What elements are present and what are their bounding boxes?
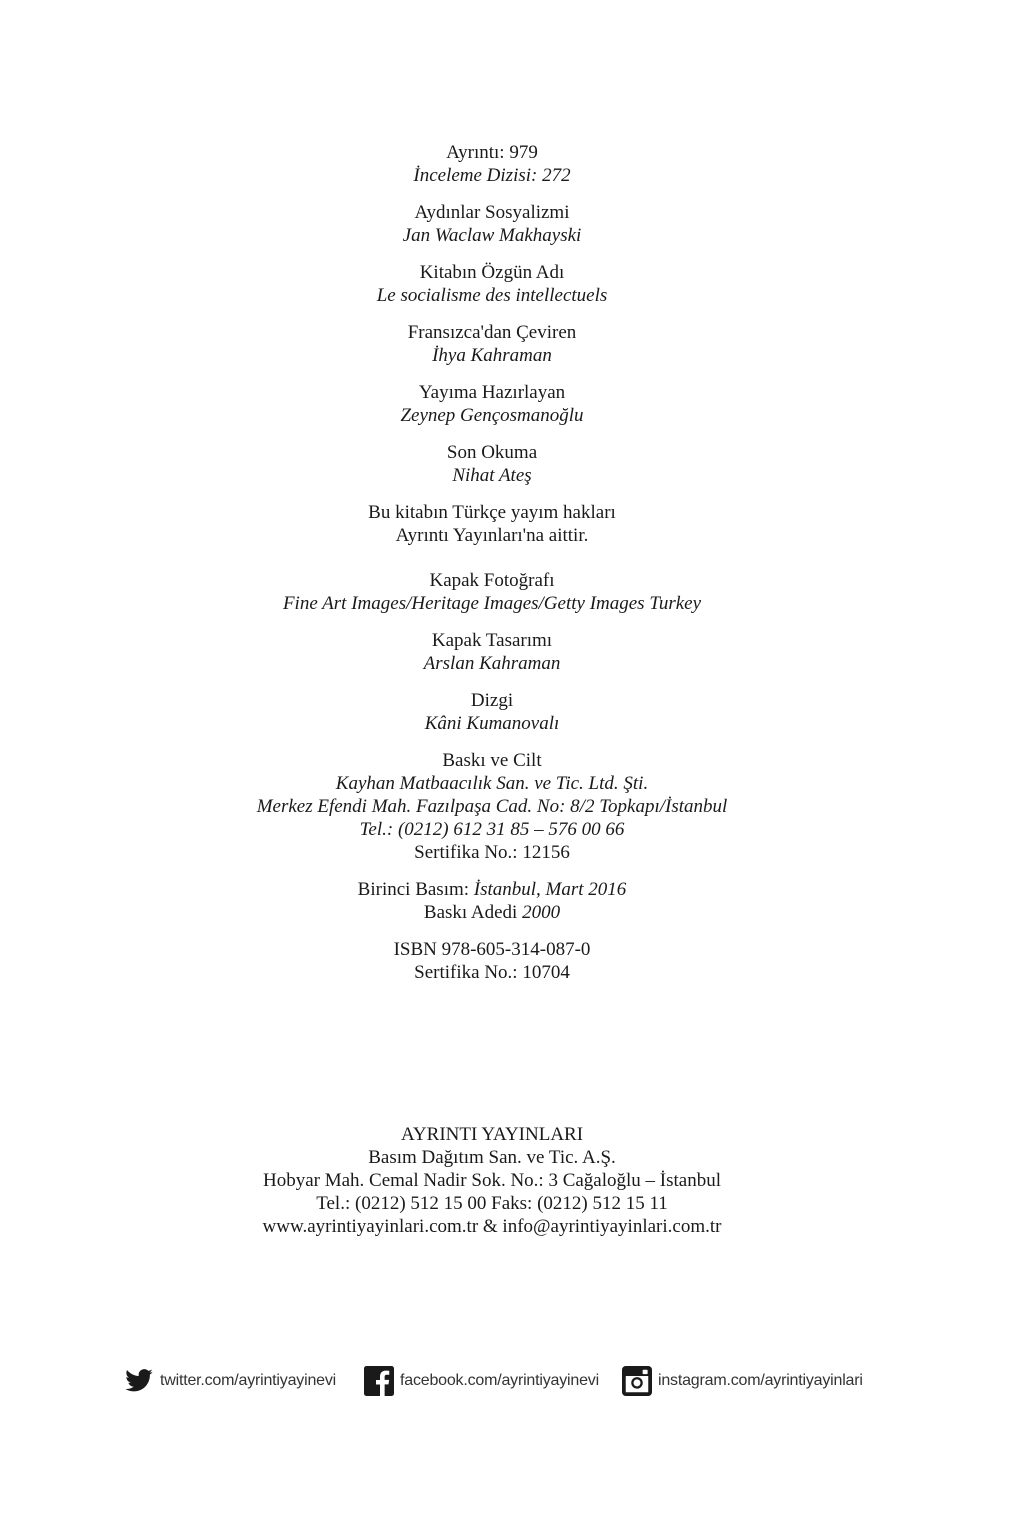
facebook-handle: facebook.com/ayrintiyayinevi <box>400 1372 599 1389</box>
cover-photo-block <box>0 569 984 615</box>
colophon <box>0 141 984 998</box>
certificate: Sertifika No.: 10704 <box>414 962 570 983</box>
proofread-block <box>0 441 984 487</box>
cover-design-block <box>0 629 984 675</box>
twitter-link[interactable] <box>124 1366 336 1396</box>
publisher-web-email: www.ayrintiyayinlari.com.tr & info@ayrintiyayinlari.com.tr <box>262 1216 722 1237</box>
social-links <box>0 1366 1024 1406</box>
series-number: Ayrıntı: 979 <box>446 142 538 163</box>
publisher-phone-fax: Tel.: (0212) 512 15 00 Faks: (0212) 512 15 11 <box>316 1193 668 1214</box>
translator-label: Fransızca'dan Çeviren <box>407 322 577 343</box>
print-run-line <box>0 901 984 924</box>
publisher-company: Basım Dağıtım San. ve Tic. A.Ş. <box>368 1147 616 1168</box>
typesetting-block <box>0 689 984 735</box>
rights-block <box>0 501 984 547</box>
typesetting-label: Dizgi <box>470 690 514 711</box>
instagram-icon <box>622 1366 652 1396</box>
translator: İhya Kahraman <box>432 345 552 366</box>
title-block <box>0 201 984 247</box>
cover-photo-label: Kapak Fotoğrafı <box>429 570 555 591</box>
instagram-handle: instagram.com/ayrintiyayinlari <box>658 1372 863 1389</box>
print-run-label: Baskı Adedi <box>423 902 523 923</box>
proofreader: Nihat Ateş <box>452 465 532 486</box>
isbn-block <box>0 938 984 984</box>
printer: Kayhan Matbaacılık San. ve Tic. Ltd. Şti. <box>335 773 649 794</box>
author: Jan Waclaw Makhayski <box>402 225 582 246</box>
original-title-block <box>0 261 984 307</box>
printer-phone: Tel.: (0212) 612 31 85 – 576 00 66 <box>359 819 625 840</box>
isbn: ISBN 978-605-314-087-0 <box>393 939 591 960</box>
facebook-icon <box>364 1366 394 1396</box>
print-block <box>0 749 984 864</box>
proofread-label: Son Okuma <box>446 442 538 463</box>
series-info <box>0 141 984 187</box>
publisher-info <box>0 1123 984 1238</box>
cover-designer: Arslan Kahraman <box>423 653 561 674</box>
first-edition-line <box>0 878 984 901</box>
editor: Zeynep Gençosmanoğlu <box>400 405 584 426</box>
printer-address: Merkez Efendi Mah. Fazılpaşa Cad. No: 8/2 Topkapı/İstanbul <box>256 796 728 817</box>
editor-label: Yayıma Hazırlayan <box>418 382 566 403</box>
edition-block <box>0 878 984 924</box>
twitter-handle: twitter.com/ayrintiyayinevi <box>160 1372 336 1389</box>
original-title: Le socialisme des intellectuels <box>376 285 608 306</box>
publisher-address: Hobyar Mah. Cemal Nadir Sok. No.: 3 Cağaloğlu – İstanbul <box>262 1170 722 1191</box>
publisher-name: AYRINTI YAYINLARI <box>400 1124 584 1145</box>
cover-design-label: Kapak Tasarımı <box>431 630 553 651</box>
print-label: Baskı ve Cilt <box>442 750 542 771</box>
instagram-link[interactable] <box>622 1366 863 1396</box>
typesetter: Kâni Kumanovalı <box>424 713 560 734</box>
cover-photo: Fine Art Images/Heritage Images/Getty Images Turkey <box>282 593 702 614</box>
editor-block <box>0 381 984 427</box>
twitter-icon <box>124 1366 154 1396</box>
series-subtitle: İnceleme Dizisi: 272 <box>413 165 571 186</box>
translator-block <box>0 321 984 367</box>
print-run: 2000 <box>522 902 561 923</box>
facebook-link[interactable] <box>364 1366 599 1396</box>
first-edition-label: Birinci Basım: <box>357 879 474 900</box>
printer-certificate: Sertifika No.: 12156 <box>414 842 570 863</box>
original-title-label: Kitabın Özgün Adı <box>419 262 565 283</box>
rights-line-2: Ayrıntı Yayınları'na aittir. <box>395 525 589 546</box>
rights-line-1: Bu kitabın Türkçe yayım hakları <box>368 502 616 523</box>
first-edition: İstanbul, Mart 2016 <box>473 879 627 900</box>
book-title: Aydınlar Sosyalizmi <box>414 202 570 223</box>
